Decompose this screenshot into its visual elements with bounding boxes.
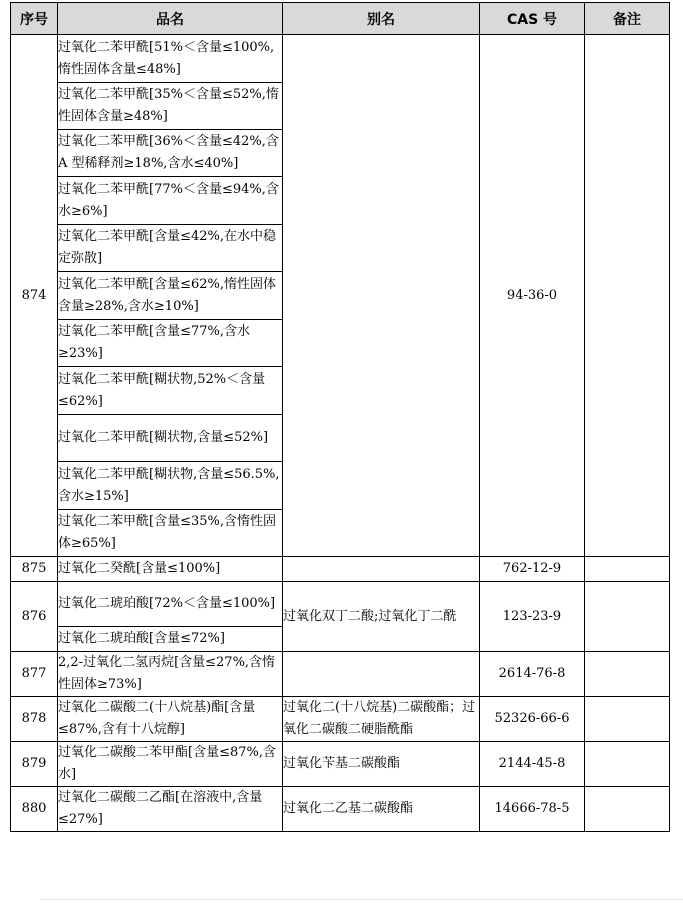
table-row [11, 652, 670, 697]
alias-cell: 过氧化二乙基二碳酸酯 [283, 787, 480, 832]
product-name: 过氧化二苯甲酰[35%＜含量≤52%,惰性固体含量≥48%] [58, 83, 283, 130]
product-name: 2,2-过氧化二氢丙烷[含量≤27%,含惰性固体≥73%] [58, 652, 283, 697]
header-seq: 序号 [11, 3, 58, 35]
cas-number: 762-12-9 [480, 557, 585, 582]
note-cell [585, 582, 670, 652]
table-row [11, 697, 670, 742]
hazardous-chemicals-table [10, 2, 670, 832]
product-name: 过氧化二癸酰[含量≤100%] [58, 557, 283, 582]
row-seq: 880 [11, 787, 58, 832]
alias-cell: 过氧化二(十八烷基)二碳酸酯；过氧化二碳酸二硬脂酰酯 [283, 697, 480, 742]
cas-number: 94-36-0 [480, 35, 585, 557]
table-row [11, 35, 670, 83]
product-name: 过氧化二苯甲酰[77%＜含量≤94%,含水≥6%] [58, 177, 283, 225]
note-cell [585, 787, 670, 832]
product-name: 过氧化二琥珀酸[含量≤72%] [58, 627, 283, 652]
product-name: 过氧化二苯甲酰[含量≤42%,在水中稳定弥散] [58, 225, 283, 272]
alias-cell: 过氧化苄基二碳酸酯 [283, 742, 480, 787]
product-name: 过氧化二苯甲酰[含量≤77%,含水≥23%] [58, 320, 283, 367]
product-name: 过氧化二苯甲酰[糊状物,52%＜含量≤62%] [58, 367, 283, 415]
product-name: 过氧化二碳酸二苯甲酯[含量≤87%,含水] [58, 742, 283, 787]
alias-cell [283, 652, 480, 697]
alias-cell: 过氧化双丁二酸;过氧化丁二酰 [283, 582, 480, 652]
product-name: 过氧化二苯甲酰[含量≤35%,含惰性固体≥65%] [58, 510, 283, 557]
row-seq: 879 [11, 742, 58, 787]
header-note: 备注 [585, 3, 670, 35]
alias-cell [283, 557, 480, 582]
header-name: 品名 [58, 3, 283, 35]
alias-cell [283, 35, 480, 557]
product-name: 过氧化二苯甲酰[51%＜含量≤100%,惰性固体含量≤48%] [58, 35, 283, 83]
row-seq: 877 [11, 652, 58, 697]
note-cell [585, 652, 670, 697]
note-cell [585, 697, 670, 742]
row-seq: 874 [11, 35, 58, 557]
header-alias: 别名 [283, 3, 480, 35]
row-seq: 878 [11, 697, 58, 742]
note-cell [585, 557, 670, 582]
row-seq: 875 [11, 557, 58, 582]
note-cell [585, 35, 670, 557]
table-row [11, 742, 670, 787]
cas-number: 52326-66-6 [480, 697, 585, 742]
product-name: 过氧化二琥珀酸[72%＜含量≤100%] [58, 582, 283, 627]
page-divider [40, 899, 683, 900]
product-name: 过氧化二苯甲酰[糊状物,含量≤56.5%,含水≥15%] [58, 462, 283, 510]
product-name: 过氧化二苯甲酰[糊状物,含量≤52%] [58, 415, 283, 462]
table-row [11, 582, 670, 627]
product-name: 过氧化二碳酸二(十八烷基)酯[含量≤87%,含有十八烷醇] [58, 697, 283, 742]
product-name: 过氧化二碳酸二乙酯[在溶液中,含量≤27%] [58, 787, 283, 832]
table-row [11, 787, 670, 832]
row-seq: 876 [11, 582, 58, 652]
header-row [11, 3, 670, 35]
cas-number: 14666-78-5 [480, 787, 585, 832]
cas-number: 2144-45-8 [480, 742, 585, 787]
cas-number: 2614-76-8 [480, 652, 585, 697]
note-cell [585, 742, 670, 787]
table-row [11, 557, 670, 582]
cas-number: 123-23-9 [480, 582, 585, 652]
product-name: 过氧化二苯甲酰[36%＜含量≤42%,含 A 型稀释剂≥18%,含水≤40%] [58, 130, 283, 177]
header-cas: CAS 号 [480, 3, 585, 35]
product-name: 过氧化二苯甲酰[含量≤62%,惰性固体含量≥28%,含水≥10%] [58, 272, 283, 320]
